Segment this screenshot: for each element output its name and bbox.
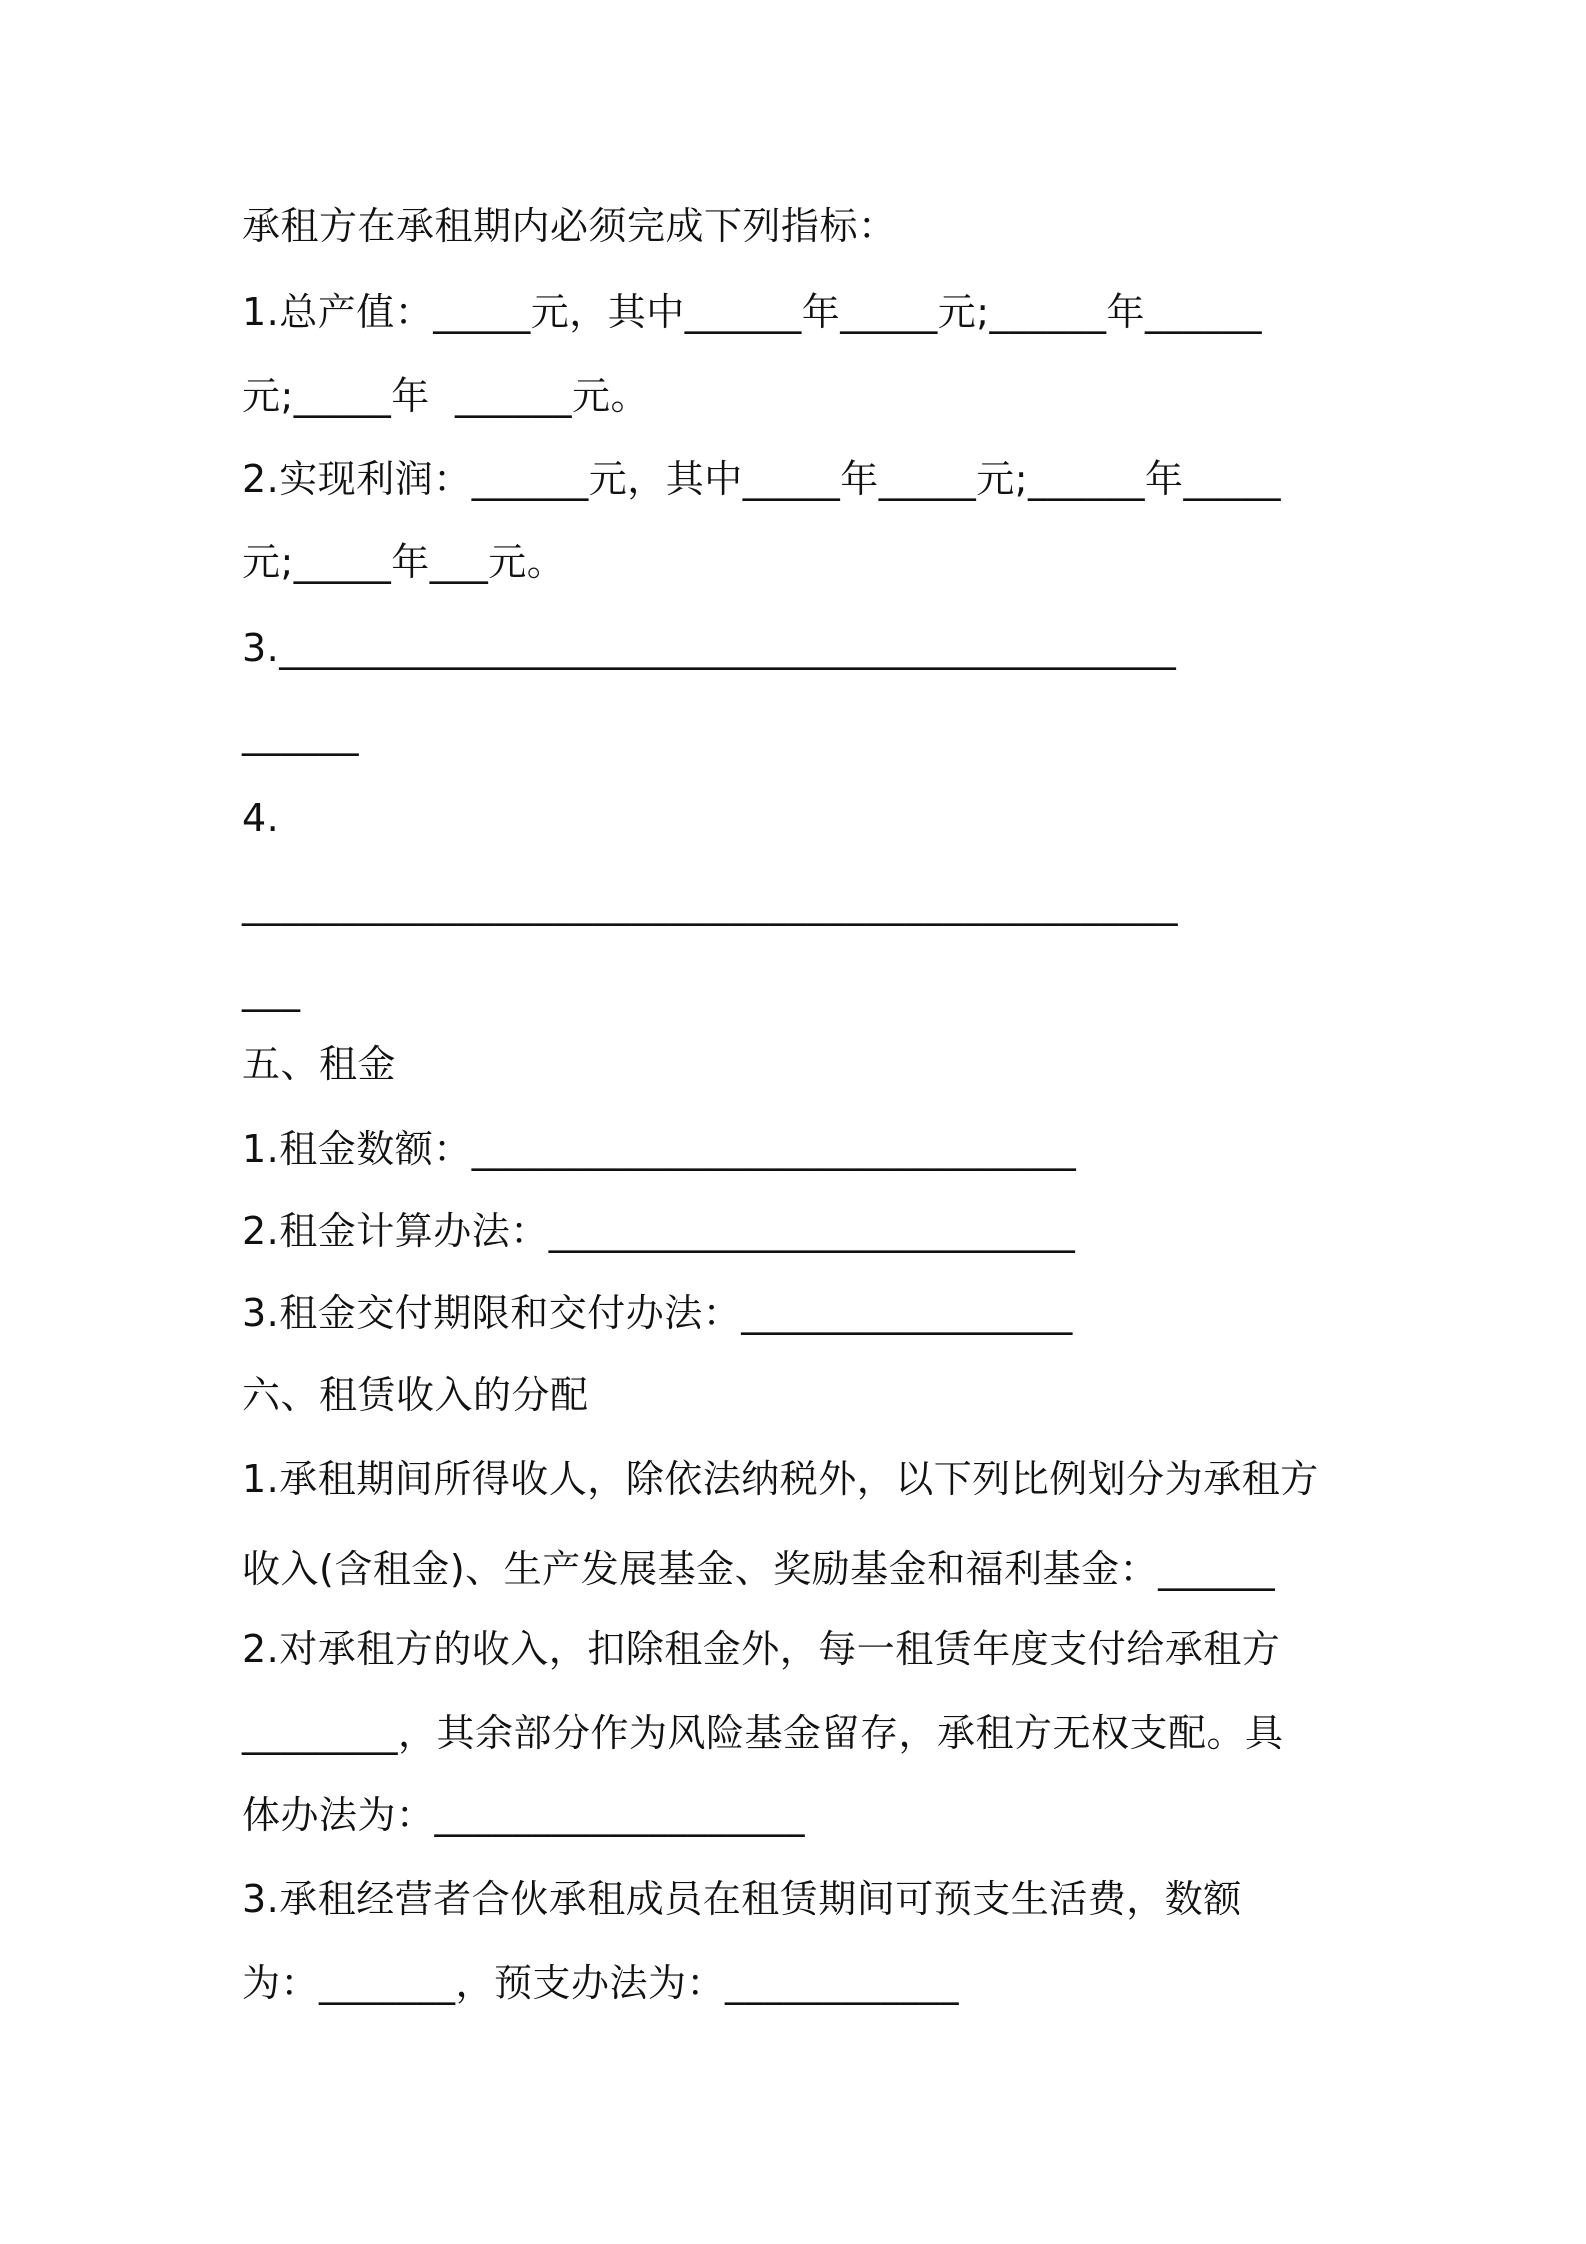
text-line: 3.______________________________________________ — [242, 626, 1177, 670]
text-line: 3.承租经营者合伙承租成员在租赁期间可预支生活费，数额 — [242, 1877, 1242, 1921]
text-line: 2.对承租方的收入，扣除租金外，每一租赁年度支付给承租方 — [242, 1627, 1281, 1671]
text-line: ________，其余部分作为风险基金留存，承租方无权支配。具 — [242, 1711, 1284, 1755]
text-line: ___ — [242, 968, 301, 1012]
text-line: 4. — [242, 796, 280, 840]
text-line: 体办法为：___________________ — [242, 1793, 806, 1837]
text-line: 为：_______，预支办法为：____________ — [242, 1961, 960, 2005]
text-line: ________________________________________________ — [242, 882, 1178, 926]
text-line: 承租方在承租期内必须完成下列指标： — [242, 204, 897, 248]
text-line: 2.实现利润：______元，其中_____年_____元;______年_____ — [242, 457, 1282, 501]
text-line: 收入(含租金)、生产发展基金、奖励基金和福利基金：______ — [242, 1547, 1276, 1591]
text-line: 3.租金交付期限和交付办法：_________________ — [242, 1291, 1073, 1335]
text-line: 元;_____年 ______元。 — [242, 374, 649, 418]
section-heading: 五、租金 — [242, 1042, 397, 1086]
section-heading: 六、租赁收入的分配 — [242, 1373, 589, 1417]
text-line: 1.承租期间所得收人，除依法纳税外，以下列比例划分为承租方 — [242, 1457, 1319, 1501]
text-line: 2.租金计算办法：___________________________ — [242, 1209, 1076, 1253]
text-line: ______ — [242, 712, 359, 756]
text-line: 1.租金数额：_______________________________ — [242, 1127, 1077, 1171]
text-line: 1.总产值：_____元，其中______年_____元;______年______ — [242, 290, 1263, 334]
text-line: 元;_____年___元。 — [242, 540, 566, 584]
